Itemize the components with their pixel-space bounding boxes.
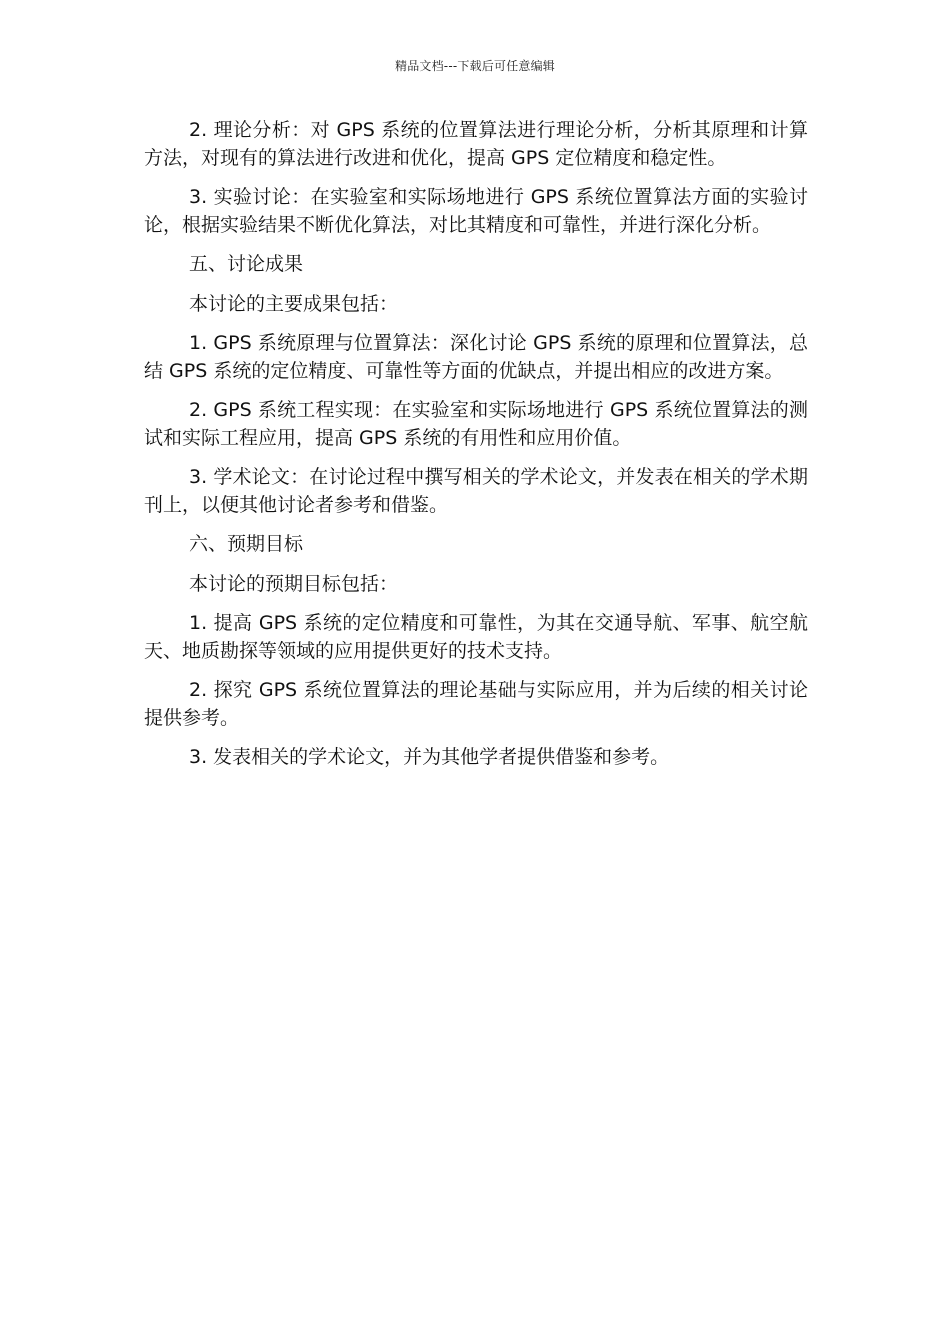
paragraph-result-2: 2. GPS 系统工程实现：在实验室和实际场地进行 GPS 系统位置算法的测试和实际工程应用，提高 GPS 系统的有用性和应用价值。 (144, 399, 808, 449)
paragraph-results-intro: 本讨论的主要成果包括： (189, 292, 399, 315)
section-heading-results: 五、讨论成果 (189, 253, 304, 275)
paragraph-theory-analysis: 2. 理论分析：对 GPS 系统的位置算法进行理论分析，分析其原理和计算方法，对现有的算法进行改进和优化，提高 GPS 定位精度和稳定性。 (144, 119, 808, 169)
page-header: 精品文档---下载后可任意编辑 (395, 59, 555, 73)
paragraph-experiment-discussion: 3. 实验讨论：在实验室和实际场地进行 GPS 系统位置算法方面的实验讨论，根据实验结果不断优化算法，对比其精度和可靠性，并进行深化分析。 (144, 186, 808, 236)
paragraph-goal-3: 3. 发表相关的学术论文，并为其他学者提供借鉴和参考。 (189, 746, 670, 768)
paragraph-goal-2: 2. 探究 GPS 系统位置算法的理论基础与实际应用，并为后续的相关讨论提供参考。 (144, 679, 808, 729)
paragraph-goals-intro: 本讨论的预期目标包括： (189, 572, 399, 595)
section-heading-goals: 六、预期目标 (189, 533, 304, 555)
paragraph-goal-1: 1. 提高 GPS 系统的定位精度和可靠性，为其在交通导航、军事、航空航天、地质勘探等领域的应用提供更好的技术支持。 (144, 612, 808, 662)
paragraph-result-1: 1. GPS 系统原理与位置算法：深化讨论 GPS 系统的原理和位置算法，总结 GPS 系统的定位精度、可靠性等方面的优缺点，并提出相应的改进方案。 (144, 332, 808, 382)
document-body (144, 117, 808, 784)
paragraph-result-3: 3. 学术论文：在讨论过程中撰写相关的学术论文，并发表在相关的学术期刊上，以便其他讨论者参考和借鉴。 (144, 466, 808, 516)
